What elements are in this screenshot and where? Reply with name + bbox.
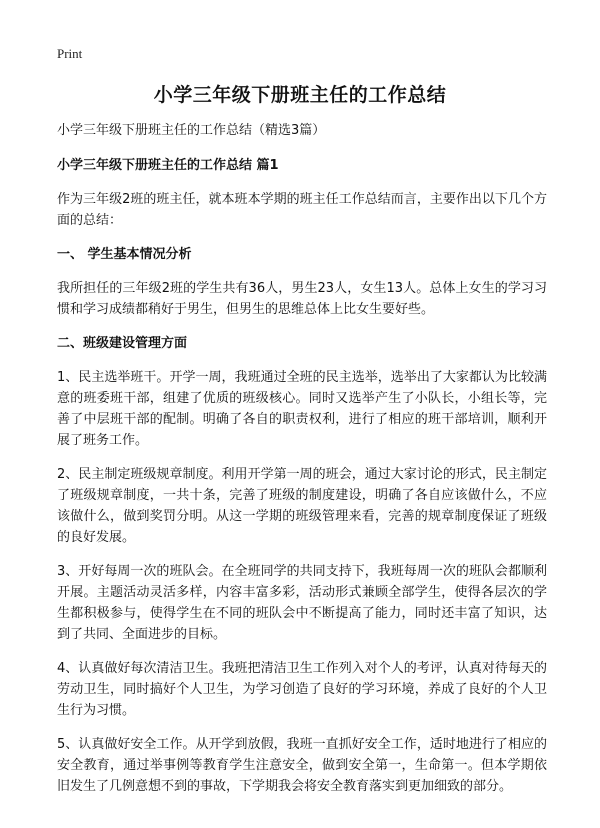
section-heading-2: 二、班级建设管理方面 [57,336,188,351]
section-heading-1: 一、 学生基本情况分析 [57,247,192,262]
section-1-paragraph: 我所担任的三年级2班的学生共有36人，男生23人，女生13人。总体上女生的学习习惯和学习成绩都稍好于男生，但男生的思维总体上比女生要好些。 [57,281,547,317]
list-item: 5、认真做好安全工作。从开学到放假，我班一直抓好安全工作，适时地进行了相应的安全教育，通过举事例等教育学生注意安全，做到安全第一，生命第一。但本学期依旧发生了几例意想不到的事故，下学期我会将安全教育落实到更加细致的部分。 [57,737,547,794]
list-item: 1、民主选举班干。开学一周，我班通过全班的民主选举，选举出了大家都认为比较满意的班委班干部，组建了优质的班级核心。同时又选举产生了小队长，小组长等，完善了中层班干部的配制。明确了各自的职责权利，进行了相应的班干部培训，顺利开展了班务工作。 [57,370,547,448]
list-item: 3、开好每周一次的班队会。在全班同学的共同支持下，我班每周一次的班队会都顺利开展。主题活动灵活多样，内容丰富多彩，活动形式兼顾全部学生，使得各层次的学生都积极参与，使得学生在不同的班队会中不断提高了能力，同时还丰富了知识，达到了共同、全面进步的目标。 [57,564,547,642]
document-body [57,120,547,810]
page-title: 小学三年级下册班主任的工作总结 [153,84,447,106]
article-heading: 小学三年级下册班主任的工作总结 篇1 [57,158,279,173]
document-subtitle: 小学三年级下册班主任的工作总结（精选3篇） [57,123,326,138]
list-item: 2、民主制定班级规章制度。利用开学第一周的班会，通过大家讨论的形式，民主制定了班级规章制度，一共十条，完善了班级的制度建设，明确了各自应该做什么，不应该做什么，做到奖罚分明。从这一学期的班级管理来看，完善的规章制度保证了班级的良好发展。 [57,467,547,545]
print-link[interactable]: Print [57,46,83,61]
list-item: 4、认真做好每次清洁卫生。我班把清洁卫生工作列入对个人的考评，认真对待每天的劳动卫生，同时搞好个人卫生，为学习创造了良好的学习环境，养成了良好的个人卫生行为习惯。 [57,661,547,718]
intro-paragraph: 作为三年级2班的班主任，就本班本学期的班主任工作总结而言，主要作出以下几个方面的总结： [57,192,547,228]
